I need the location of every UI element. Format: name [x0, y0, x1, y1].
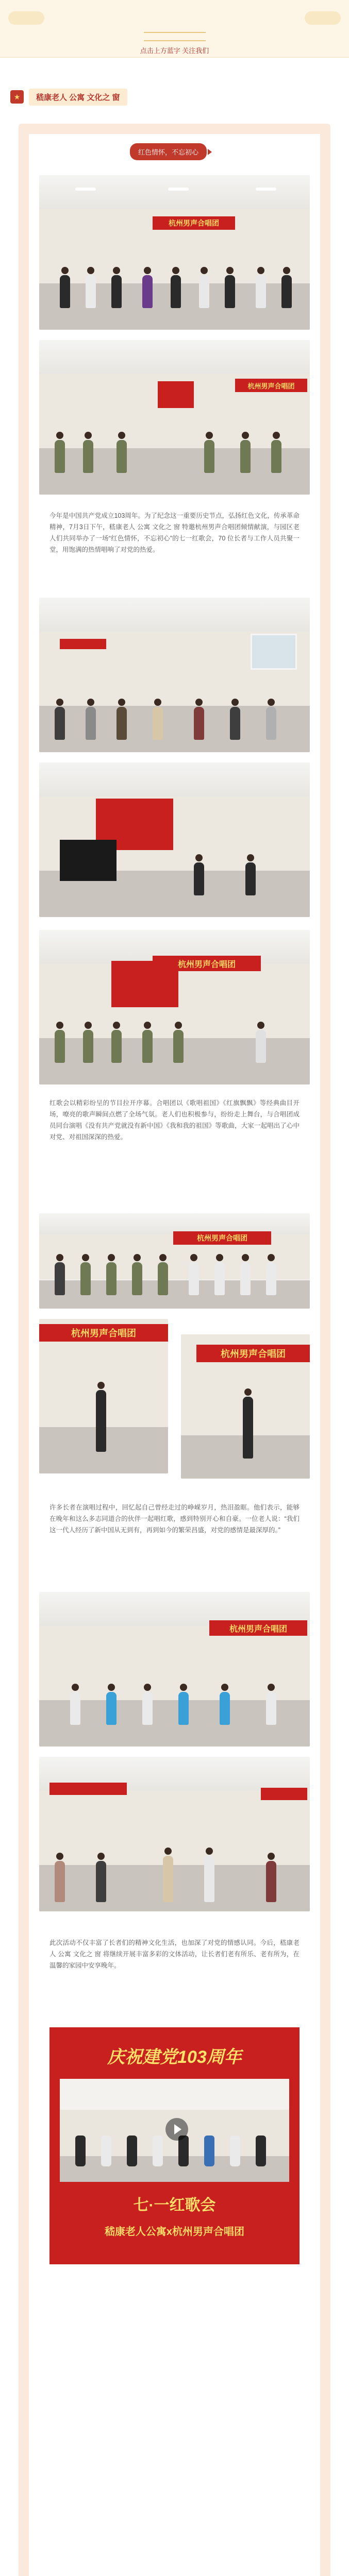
- photo-group-accordion: [39, 930, 310, 1084]
- poster-event: 七·一红歌会: [133, 2197, 216, 2214]
- choir-banner: 杭州男声合唱团: [173, 1231, 271, 1245]
- section-title: 嵇康老人 公寓 文化之 窗: [29, 89, 127, 106]
- paragraph-closing: 此次活动不仅丰富了长者们的精神文化生活，也加深了对党的情感认同。今后，嵇康老人 公寓 文化之 窗 将继续开展丰富多彩的文体活动，让长者们老有所乐、老有所为，在温馨的家园中安享晚年。: [49, 1939, 300, 1969]
- choir-banner: 杭州男声合唱团: [209, 1620, 307, 1636]
- content-card: [19, 124, 330, 2576]
- photo-choir-dancing: [39, 175, 310, 330]
- choir-banner: 杭州男声合唱团: [196, 1345, 310, 1362]
- photo-audience: [39, 598, 310, 752]
- choir-banner: 杭州男声合唱团: [153, 956, 261, 971]
- paragraph-memories: 许多长者在演唱过程中，回忆起自己曾经走过的峥嵘岁月，热泪盈眶。他们表示，能够在晚年和这么多志同道合的伙伴一起唱红歌，感到特别开心和自豪。一位老人说：“我们这一代人经历了新中国从无到有，再到如今的繁荣昌盛，对党的感情是最深厚的。”: [49, 1504, 300, 1534]
- event-poster[interactable]: [49, 2027, 300, 2264]
- choir-banner: 杭州男声合唱团: [235, 379, 307, 392]
- paragraph-performance: 红歌会以精彩纷呈的节目拉开序幕。合唱团以《歌唱祖国》《红旗飘飘》等经典曲目开场，嘹亮的歌声瞬间点燃了全场气氛。老人们也积极参与，纷纷走上舞台，与合唱团成员同台演唱《没有共产党就没有新中国》《我和我的祖国》等歌曲，大家一起唱出了心中对党、对祖国深深的热爱。: [49, 1099, 300, 1141]
- poster-photo: [60, 2079, 289, 2182]
- piano: [60, 840, 117, 881]
- photo-solo-right: [181, 1334, 310, 1479]
- choir-banner: 杭州男声合唱团: [39, 1324, 168, 1342]
- content-inner: [29, 134, 320, 2576]
- top-banner: [0, 0, 349, 58]
- cloud-decoration-icon: [305, 11, 341, 25]
- paragraph-intro: 今年是中国共产党成立103周年。为了纪念这一重要历史节点，弘扬红色文化，传承革命精神，7月3日下午，嵇康老人 公寓 文化之 窗 特邀杭州男声合唱团倾情献演，与园区老人们共同举办了一场“红色情怀，不忘初心”的七一红歌会，70 位长者与工作人员共聚一堂，用饱满的热情唱响了对党的热爱。: [49, 512, 300, 553]
- poster-org: 嵇康老人公寓x杭州男声合唱团: [104, 2226, 245, 2238]
- photo-dance-blue: [39, 1592, 310, 1747]
- section-header: [10, 88, 127, 106]
- photo-choir-row: [39, 1213, 310, 1309]
- photo-choir-uniform: [39, 340, 310, 495]
- photo-audience-front: [39, 1757, 310, 1911]
- photo-solo-left: [39, 1319, 168, 1473]
- cloud-decoration-icon: [8, 11, 44, 25]
- subscribe-link[interactable]: 点击上方蓝字 关注我们: [140, 47, 209, 55]
- flag-icon: ★: [10, 90, 24, 104]
- photo-piano-conductor: [39, 762, 310, 917]
- theme-badge: 红色情怀，不忘初心: [130, 143, 207, 160]
- play-icon[interactable]: [165, 2118, 188, 2141]
- poster-title: 庆祝建党103周年: [107, 2047, 242, 2067]
- ornament-divider: [144, 32, 206, 41]
- choir-banner: 杭州男声合唱团: [153, 216, 235, 230]
